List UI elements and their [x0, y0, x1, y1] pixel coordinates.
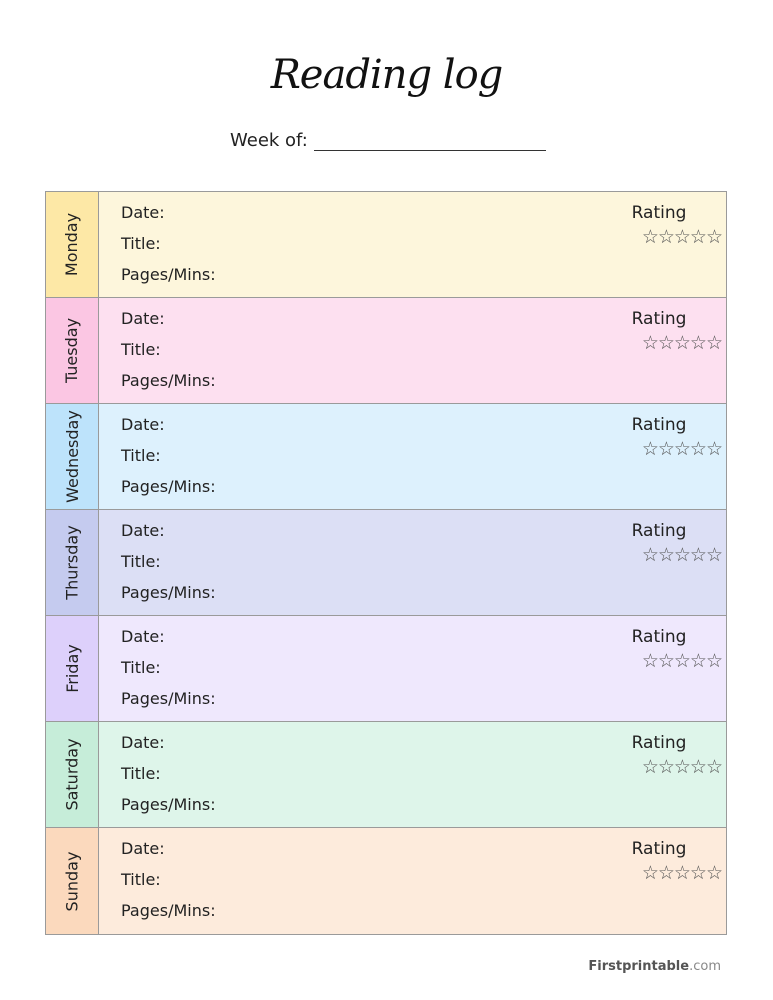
title-field[interactable]: Title:	[121, 552, 161, 571]
pages-field[interactable]: Pages/Mins:	[121, 583, 216, 602]
star-rating-icons[interactable]: ☆☆☆☆☆	[641, 332, 722, 354]
day-content	[99, 404, 726, 509]
pages-field[interactable]: Pages/Mins:	[121, 901, 216, 920]
day-row-tuesday	[46, 298, 726, 404]
day-content	[99, 722, 726, 827]
page-title: Reading log	[270, 52, 503, 98]
day-row-wednesday	[46, 404, 726, 510]
brand-name: Firstprintable	[588, 959, 690, 974]
day-row-saturday	[46, 722, 726, 828]
star-rating-icons[interactable]: ☆☆☆☆☆	[641, 756, 722, 778]
day-row-monday	[46, 192, 726, 298]
star-rating-icons[interactable]: ☆☆☆☆☆	[641, 862, 722, 884]
star-rating-icons[interactable]: ☆☆☆☆☆	[641, 650, 722, 672]
day-content	[99, 192, 726, 297]
footer-brand	[588, 959, 721, 974]
day-tab-thursday	[46, 510, 99, 615]
date-field[interactable]: Date:	[121, 415, 165, 434]
rating-label: Rating	[631, 733, 687, 753]
day-tab-tuesday	[46, 298, 99, 403]
rating-label: Rating	[631, 203, 687, 223]
day-row-thursday	[46, 510, 726, 616]
pages-field[interactable]: Pages/Mins:	[121, 689, 216, 708]
star-rating-icons[interactable]: ☆☆☆☆☆	[641, 438, 722, 460]
date-field[interactable]: Date:	[121, 309, 165, 328]
title-field[interactable]: Title:	[121, 764, 161, 783]
rating-label: Rating	[631, 415, 687, 435]
title-field[interactable]: Title:	[121, 234, 161, 253]
day-tab-sunday	[46, 828, 99, 934]
rating-label: Rating	[631, 521, 687, 541]
date-field[interactable]: Date:	[121, 627, 165, 646]
day-label: Saturday	[62, 738, 82, 811]
day-label: Wednesday	[62, 410, 82, 503]
day-tab-friday	[46, 616, 99, 721]
day-tab-wednesday	[46, 404, 99, 509]
week-of-label: Week of:	[230, 130, 308, 151]
day-label: Monday	[62, 212, 82, 277]
day-label: Thursday	[62, 525, 82, 600]
day-row-sunday	[46, 828, 726, 934]
day-label: Tuesday	[62, 317, 82, 384]
title-field[interactable]: Title:	[121, 446, 161, 465]
pages-field[interactable]: Pages/Mins:	[121, 477, 216, 496]
day-content	[99, 828, 726, 934]
reading-log-table	[45, 191, 727, 935]
brand-tld: .com	[689, 959, 721, 974]
rating-label: Rating	[631, 309, 687, 329]
date-field[interactable]: Date:	[121, 521, 165, 540]
week-of-line[interactable]	[314, 132, 546, 151]
day-label: Friday	[62, 644, 82, 693]
rating-label: Rating	[631, 839, 687, 859]
title-field[interactable]: Title:	[121, 340, 161, 359]
star-rating-icons[interactable]: ☆☆☆☆☆	[641, 544, 722, 566]
day-row-friday	[46, 616, 726, 722]
day-content	[99, 298, 726, 403]
pages-field[interactable]: Pages/Mins:	[121, 371, 216, 390]
date-field[interactable]: Date:	[121, 203, 165, 222]
rating-label: Rating	[631, 627, 687, 647]
title-field[interactable]: Title:	[121, 658, 161, 677]
day-content	[99, 510, 726, 615]
pages-field[interactable]: Pages/Mins:	[121, 795, 216, 814]
star-rating-icons[interactable]: ☆☆☆☆☆	[641, 226, 722, 248]
day-tab-monday	[46, 192, 99, 297]
date-field[interactable]: Date:	[121, 733, 165, 752]
day-content	[99, 616, 726, 721]
date-field[interactable]: Date:	[121, 839, 165, 858]
day-tab-saturday	[46, 722, 99, 827]
title-field[interactable]: Title:	[121, 870, 161, 889]
pages-field[interactable]: Pages/Mins:	[121, 265, 216, 284]
week-of-field	[230, 130, 546, 151]
day-label: Sunday	[62, 851, 82, 911]
